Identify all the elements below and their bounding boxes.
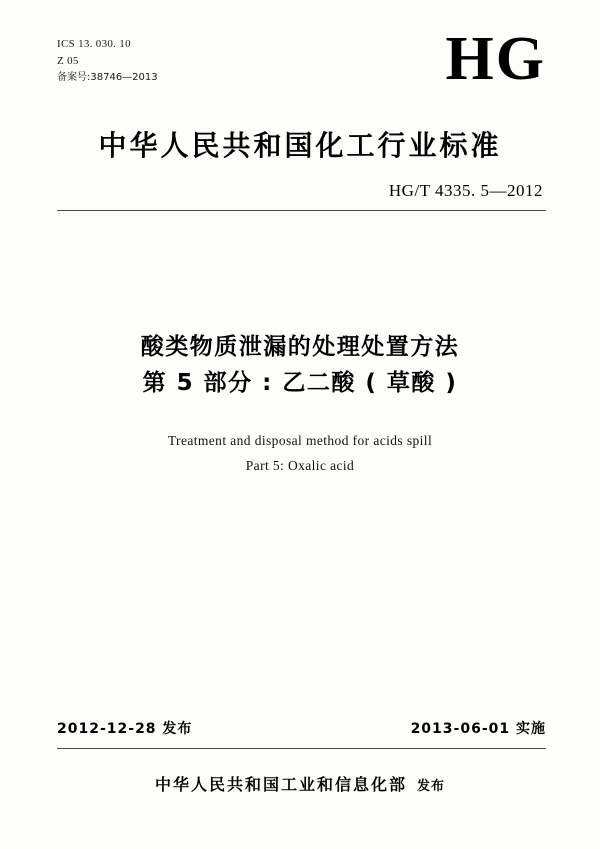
title-en-line-1: Treatment and disposal method for acids spill [167, 433, 433, 449]
issue-date: 2012-12-28 发布 [57, 721, 193, 737]
issuer-name: 中华人民共和国工业和信息化部 [154, 775, 407, 794]
footer-divider [57, 748, 546, 749]
header-divider [57, 210, 546, 211]
title-en-line-2: Part 5: Oxalic acid [245, 458, 355, 474]
document-title-block [0, 330, 600, 479]
title-cn-line-1: 酸类物质泄漏的处理处置方法 [140, 334, 460, 360]
implement-date: 2013-06-01 实施 [410, 721, 546, 737]
hg-mark: HG [445, 25, 546, 93]
publish-label: 发布 [417, 779, 446, 794]
title-en-block [0, 429, 600, 479]
issuer-block [0, 772, 600, 795]
standard-number: HG/T 4335. 5—2012 [388, 181, 543, 200]
ics-block [57, 36, 158, 86]
date-row [57, 718, 546, 738]
title-cn-line-2: 第 5 部分 : 乙二酸 ( 草酸 ) [142, 369, 458, 396]
ics-code: ICS 13. 030. 10 [57, 38, 131, 50]
record-number: 备案号:38746—2013 [57, 72, 158, 84]
standard-series-title: 中华人民共和国化工行业标准 [98, 129, 502, 162]
ccs-code: Z 05 [57, 55, 79, 68]
